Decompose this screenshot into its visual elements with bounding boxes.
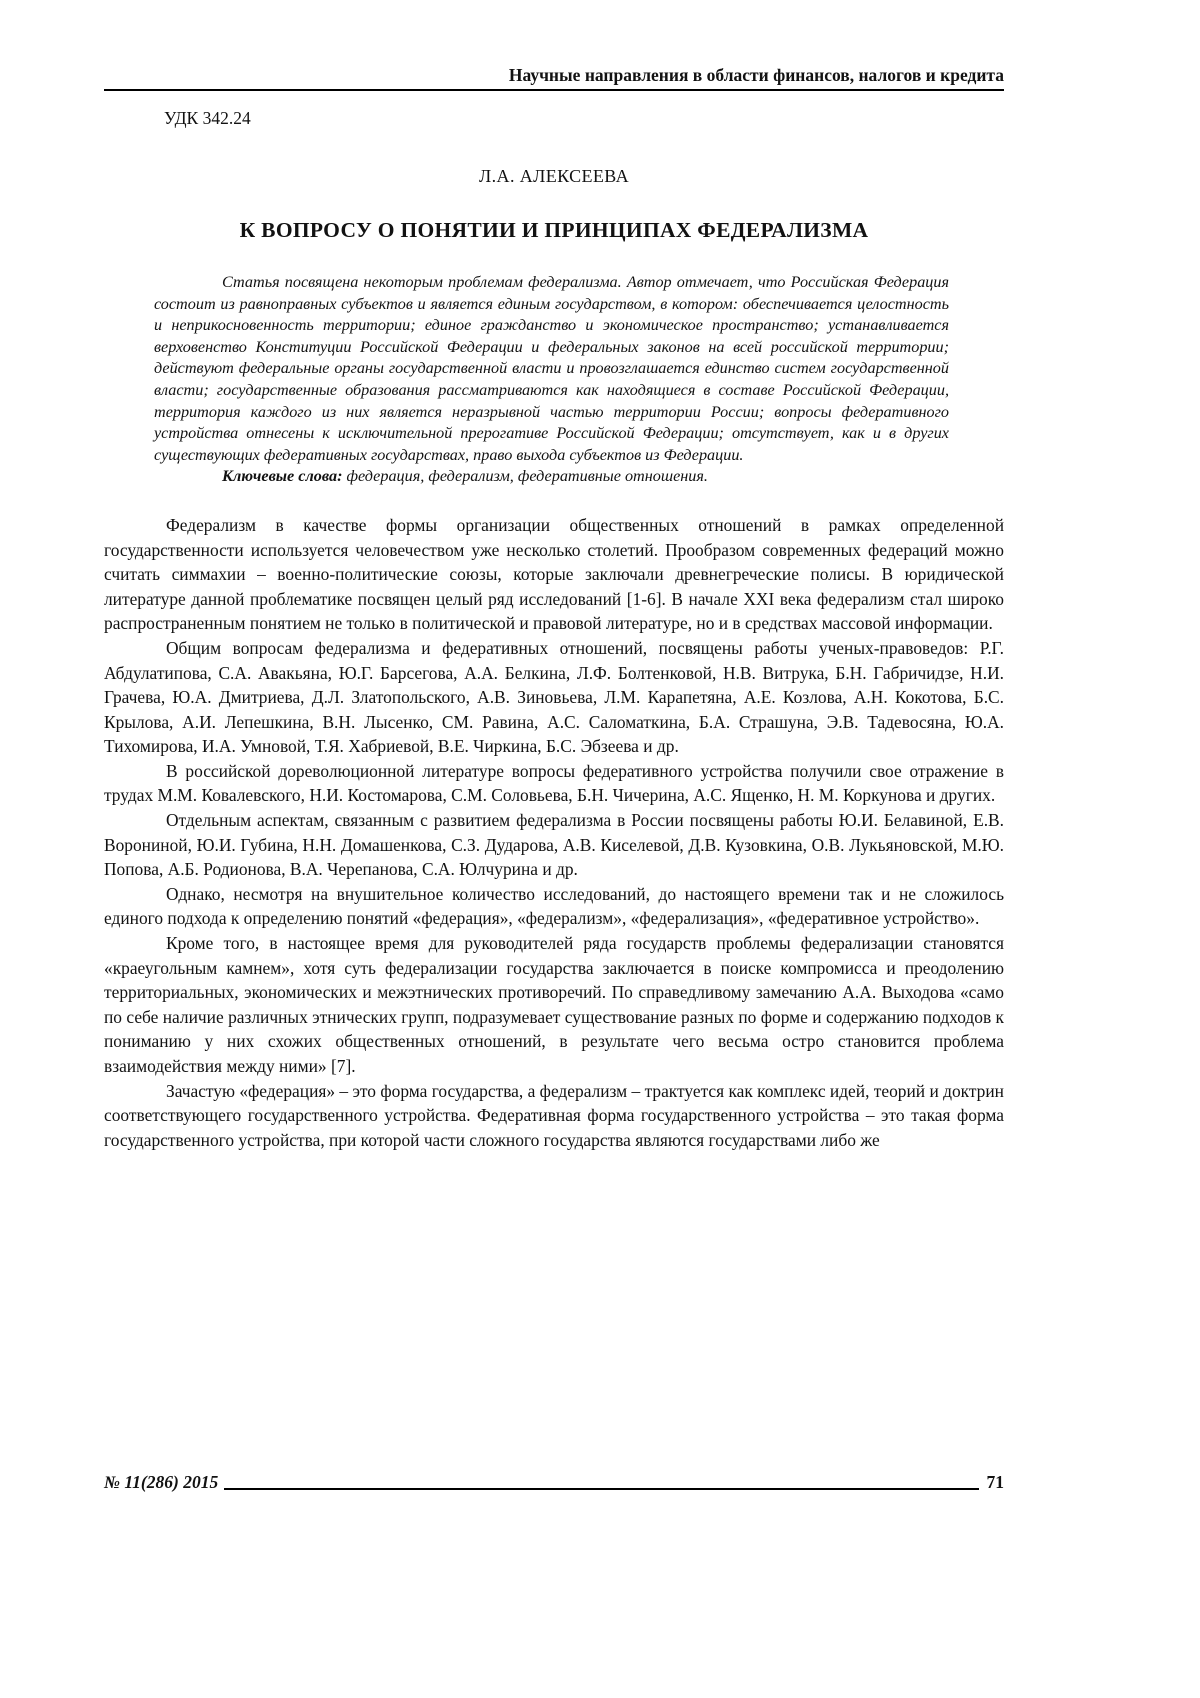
body-paragraph: Отдельным аспектам, связанным с развитием федерализма в России посвящены работы Ю.И. Белавиной, Е.В. Ворониной, Ю.И. Губина, Н.Н. Домашенкова, С.З. Дударова, А.В. Киселевой, Д.В. Кузовкина, О.В. Лукьяновской, М.Ю. Попова, А.Б. Родионова, В.А. Черепанова, С.А. Юлчурина и др. <box>104 810 1004 880</box>
keywords-line <box>154 466 949 488</box>
body-paragraph: Зачастую «федерация» – это форма государства, а федерализм – трактуется как комплекс идей, теорий и доктрин соответствующего государственного устройства. Федеративная форма государственного устройства – это такая форма государственного устройства, при которой части сложного государства являются государствами либо же <box>104 1080 1004 1150</box>
abstract-text: Статья посвящена некоторым проблемам федерализма. Автор отмечает, что Российская Федерация состоит из равноправных субъектов и является единым государством, в котором: обеспечивается целостность и неприкосновенность территории; единое гражданство и экономическое пространство; устанавливается верховенство Конституции Российской Федерации и федеральных законов на всей российской территории; действуют федеральные органы государственной власти и провозглашается единство систем государственной власти; государственные образования рассматриваются как находящиеся в составе Российской Федерации, территория каждого из них является неразрывной частью территории России; вопросы федеративного устройства отнесены к исключительной прерогативе Российской Федерации; отсутствует, как и в других существующих федеративных государствах, право выхода субъектов из Федерации. <box>154 273 949 464</box>
author-name: Л.А. АЛЕКСЕЕВА <box>479 166 629 186</box>
body-paragraph: Кроме того, в настоящее время для руководителей ряда государств проблемы федерализации становятся «краеугольным камнем», хотя суть федерализации государства заключается в поиске компромисса и преодолению территориальных, экономических и межэтнических противоречий. По справедливому замечанию А.А. Выходова «само по себе наличие различных этнических групп, подразумевает существование разных по форме и содержанию подходов к пониманию у них схожих общественных отношений, в результате чего весьма остро становится проблема взаимодействия между ними» [7]. <box>104 933 1004 1076</box>
footer-rule <box>224 1488 978 1490</box>
keywords-label: Ключевые слова: <box>222 467 343 486</box>
article-body <box>104 513 1004 1152</box>
body-paragraph: Однако, несмотря на внушительное количество исследований, до настоящего времени так и не сложилось единого подхода к определению понятий «федерация», «федерализм», «федерализация», «федеративное устройство». <box>104 883 1004 929</box>
journal-section-header: Научные направления в области финансов, налогов и кредита <box>508 65 1004 85</box>
issue-label: № 11(286) 2015 <box>104 1472 219 1492</box>
page-number: 71 <box>986 1472 1004 1492</box>
body-paragraph: Общим вопросам федерализма и федеративных отношений, посвящены работы ученых-правоведов: Р.Г. Абдулатипова, С.А. Авакьяна, Ю.Г. Барсегова, А.А. Белкина, Л.Ф. Болтенковой, Н.В. Витрука, Б.Н. Габричидзе, Н.И. Грачева, Ю.А. Дмитриева, Д.Л. Златопольского, А.В. Зиновьева, Л.М. Карапетяна, А.Е. Козлова, А.Н. Кокотова, Б.С. Крылова, А.И. Лепешкина, В.Н. Лысенко, СМ. Равина, А.С. Саломаткина, Б.А. Страшуна, Э.В. Тадевосяна, Ю.А. Тихомирова, И.А. Умновой, Т.Я. Хабриевой, В.Е. Чиркина, Б.С. Эбзеева и др. <box>104 637 1004 757</box>
udc-code: УДК 342.24 <box>164 108 251 128</box>
header-rule <box>104 89 1004 91</box>
page-footer <box>104 1472 1004 1493</box>
keywords-text: федерация, федерализм, федеративные отношения. <box>342 467 708 486</box>
page-content <box>104 0 1004 1152</box>
article-title: К ВОПРОСУ О ПОНЯТИИ И ПРИНЦИПАХ ФЕДЕРАЛИЗМА <box>239 218 869 242</box>
body-paragraph: В российской дореволюционной литературе вопросы федеративного устройства получили свое отражение в трудах М.М. Ковалевского, Н.И. Костомарова, С.М. Соловьева, Б.Н. Чичерина, А.С. Ященко, Н. М. Коркунова и других. <box>104 760 1004 806</box>
body-paragraph: Федерализм в качестве формы организации общественных отношений в рамках определенной государственности используется человечеством уже несколько столетий. Прообразом современных федераций можно считать симмахии – военно-политические союзы, которые заключали древнегреческие полисы. В юридической литературе данной проблематике посвящен целый ряд исследований [1-6]. В начале XXI века федерализм стал широко распространенным понятием не только в политической и правовой литературе, но и в средствах массовой информации. <box>104 514 1004 634</box>
